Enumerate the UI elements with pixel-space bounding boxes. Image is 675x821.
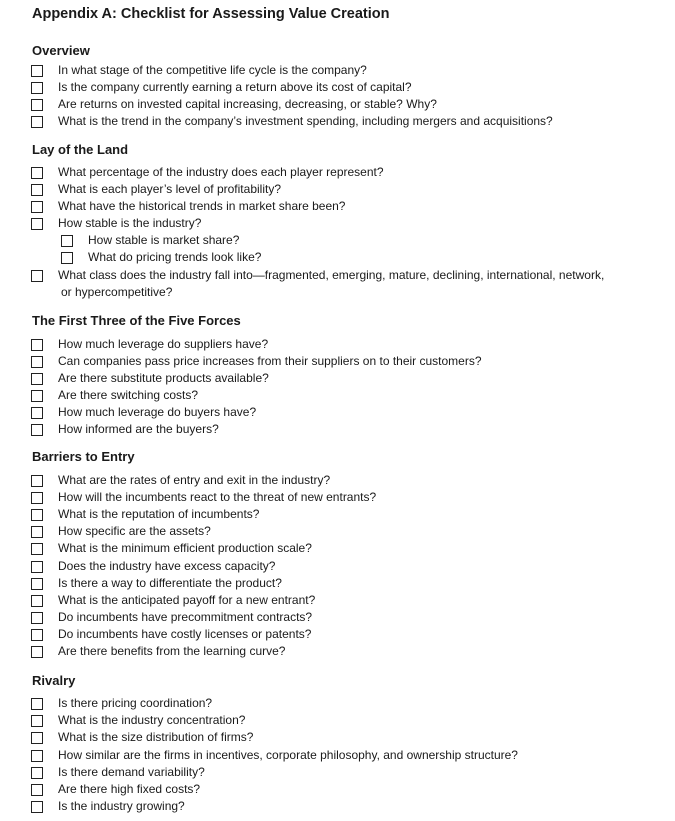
checklist-item: What is the size distribution of firms? (58, 730, 254, 744)
checklist-item: How much leverage do suppliers have? (58, 337, 269, 351)
checklist-item: What are the rates of entry and exit in the industry? (58, 473, 331, 487)
checkbox[interactable] (31, 356, 43, 368)
checklist-item: Do incumbents have precommitment contracts? (58, 610, 313, 624)
checkbox[interactable] (31, 201, 43, 213)
checklist-item: Do incumbents have costly licenses or patents? (58, 627, 312, 641)
checkbox[interactable] (31, 595, 43, 607)
checkbox[interactable] (31, 82, 43, 94)
checklist-item: What have the historical trends in market share been? (58, 199, 346, 213)
checkbox[interactable] (31, 407, 43, 419)
checkbox[interactable] (31, 801, 43, 813)
checklist-item: In what stage of the competitive life cycle is the company? (58, 63, 367, 77)
checklist-item: Can companies pass price increases from their suppliers on to their customers? (58, 354, 482, 368)
checkbox[interactable] (31, 784, 43, 796)
checklist-item: How specific are the assets? (58, 524, 211, 538)
checkbox[interactable] (31, 99, 43, 111)
checkbox[interactable] (31, 732, 43, 744)
checklist-item: Are there switching costs? (58, 388, 199, 402)
checkbox[interactable] (31, 390, 43, 402)
checklist-item: Is there demand variability? (58, 765, 205, 779)
checklist-item: What is the anticipated payoff for a new entrant? (58, 593, 316, 607)
checkbox[interactable] (31, 167, 43, 179)
checkbox[interactable] (31, 116, 43, 128)
checklist-item: Is there pricing coordination? (58, 696, 213, 710)
checklist-item: What is the reputation of incumbents? (58, 507, 260, 521)
checklist-subitem: What do pricing trends look like? (88, 250, 262, 264)
checklist-item: Are there high fixed costs? (58, 782, 201, 796)
checkbox[interactable] (31, 339, 43, 351)
section-heading-five-forces: The First Three of the Five Forces (32, 313, 241, 328)
section-heading-barriers-to-entry: Barriers to Entry (32, 449, 135, 464)
checkbox[interactable] (31, 526, 43, 538)
checklist-subitem: How stable is market share? (88, 233, 240, 247)
checkbox[interactable] (31, 578, 43, 590)
checklist-item: Are returns on invested capital increasing, decreasing, or stable? Why? (58, 97, 437, 111)
checkbox[interactable] (31, 270, 43, 282)
checkbox[interactable] (31, 218, 43, 230)
checklist-item: What is the trend in the company’s investment spending, including mergers and acquisitions? (58, 114, 553, 128)
checklist-item: How similar are the firms in incentives, corporate philosophy, and ownership structure? (58, 748, 518, 762)
checkbox[interactable] (31, 373, 43, 385)
checklist-item: How much leverage do buyers have? (58, 405, 257, 419)
checklist-item: What is the minimum efficient production scale? (58, 541, 312, 555)
checkbox[interactable] (31, 492, 43, 504)
checkbox[interactable] (61, 252, 73, 264)
page-title: Appendix A: Checklist for Assessing Value Creation (32, 6, 390, 22)
checklist-item: Are there benefits from the learning curve? (58, 644, 286, 658)
checklist-item: How informed are the buyers? (58, 422, 219, 436)
checkbox[interactable] (31, 475, 43, 487)
checklist-item: Is the industry growing? (58, 799, 185, 813)
checkbox[interactable] (31, 612, 43, 624)
checkbox[interactable] (31, 424, 43, 436)
checklist-item: What class does the industry fall into—fragmented, emerging, mature, declining, international, network, (58, 268, 605, 282)
checkbox[interactable] (31, 767, 43, 779)
checkbox[interactable] (31, 561, 43, 573)
section-heading-rivalry: Rivalry (32, 673, 76, 688)
checkbox[interactable] (31, 715, 43, 727)
checklist-item: How stable is the industry? (58, 216, 202, 230)
checklist-item: Is there a way to differentiate the product? (58, 576, 282, 590)
checklist-item: Is the company currently earning a return above its cost of capital? (58, 80, 412, 94)
checklist-item: What is each player’s level of profitability? (58, 182, 281, 196)
checkbox[interactable] (31, 750, 43, 762)
section-heading-lay-of-the-land: Lay of the Land (32, 142, 129, 157)
checkbox[interactable] (31, 65, 43, 77)
checkbox[interactable] (31, 543, 43, 555)
checklist-item: Are there substitute products available? (58, 371, 269, 385)
checklist-item: What percentage of the industry does each player represent? (58, 165, 384, 179)
checkbox[interactable] (31, 629, 43, 641)
checkbox[interactable] (31, 509, 43, 521)
checklist-item: What is the industry concentration? (58, 713, 246, 727)
checkbox[interactable] (61, 235, 73, 247)
checkbox[interactable] (31, 646, 43, 658)
checklist-item-continuation: or hypercompetitive? (61, 285, 173, 299)
checkbox[interactable] (31, 184, 43, 196)
checkbox[interactable] (31, 698, 43, 710)
section-heading-overview: Overview (32, 43, 90, 58)
checklist-item: How will the incumbents react to the threat of new entrants? (58, 490, 377, 504)
checklist-item: Does the industry have excess capacity? (58, 559, 276, 573)
